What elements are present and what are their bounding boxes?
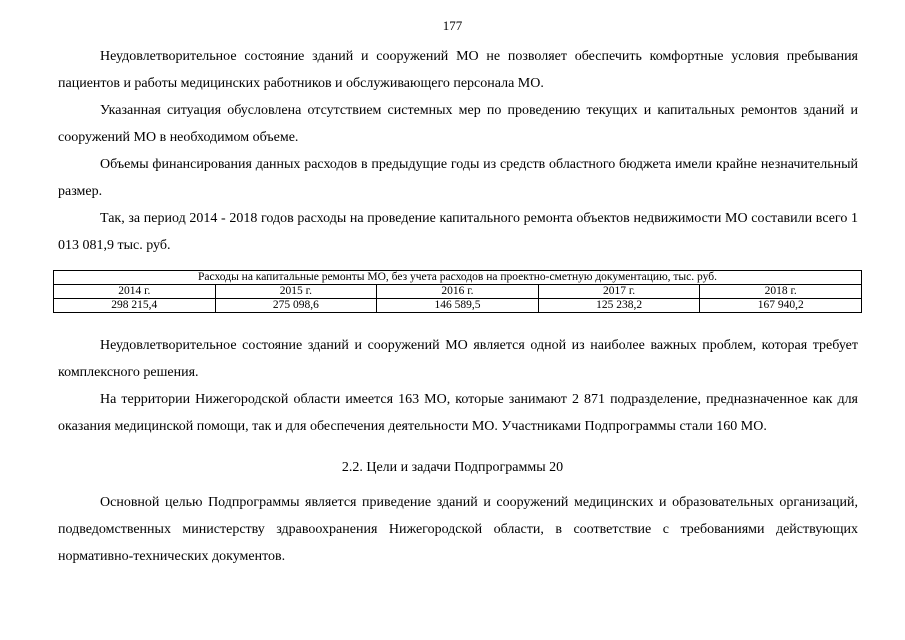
section-heading: 2.2. Цели и задачи Подпрограммы 20 (341, 460, 564, 475)
paragraph: Основной целью Подпрограммы является приведение зданий и сооружений медицинских и образовательных организаций, подведомственных министерству здравоохранения Нижегородской области, в соответствие с требованиями действующих нормативно-технических документов. (58, 495, 858, 564)
year-header: 2014 г. (54, 285, 216, 299)
problem-text (58, 332, 858, 440)
paragraph: Неудовлетворительное состояние зданий и сооружений МО не позволяет обеспечить комфортные условия пребывания пациентов и работы медицинских работников и обслуживающего персонала МО. (58, 49, 858, 91)
table-header-row (54, 285, 862, 299)
year-header: 2015 г. (215, 285, 377, 299)
paragraph: Объемы финансирования данных расходов в предыдущие годы из средств областного бюджета имели крайне незначительный размер. (58, 157, 858, 199)
paragraph: Неудовлетворительное состояние зданий и сооружений МО является одной из наиболее важных проблем, которая требует комплексного решения. (58, 338, 858, 380)
year-header: 2018 г. (700, 285, 862, 299)
year-header: 2017 г. (538, 285, 700, 299)
goals-text (58, 489, 858, 570)
paragraph: На территории Нижегородской области имеется 163 МО, которые занимают 2 871 подразделение, предназначенное как для оказания медицинской помощи, так и для обеспечения деятельности МО. Участниками Подпрограммы стали 160 МО. (58, 392, 858, 434)
paragraph: Так, за период 2014 - 2018 годов расходы на проведение капитального ремонта объектов недвижимости МО составили всего 1 013 081,9 тыс. руб. (58, 211, 858, 253)
amount-cell: 125 238,2 (538, 299, 700, 313)
expenses-table (53, 270, 862, 313)
amount-cell: 146 589,5 (377, 299, 539, 313)
intro-text (58, 43, 858, 259)
amount-cell: 298 215,4 (54, 299, 216, 313)
table-caption: Расходы на капитальные ремонты МО, без учета расходов на проектно-сметную документацию, тыс. руб. (54, 271, 862, 285)
page-number: 177 (442, 18, 463, 33)
paragraph: Указанная ситуация обусловлена отсутствием системных мер по проведению текущих и капитальных ремонтов зданий и сооружений МО в необходимом объеме. (58, 103, 858, 145)
table-row (54, 299, 862, 313)
amount-cell: 275 098,6 (215, 299, 377, 313)
year-header: 2016 г. (377, 285, 539, 299)
amount-cell: 167 940,2 (700, 299, 862, 313)
